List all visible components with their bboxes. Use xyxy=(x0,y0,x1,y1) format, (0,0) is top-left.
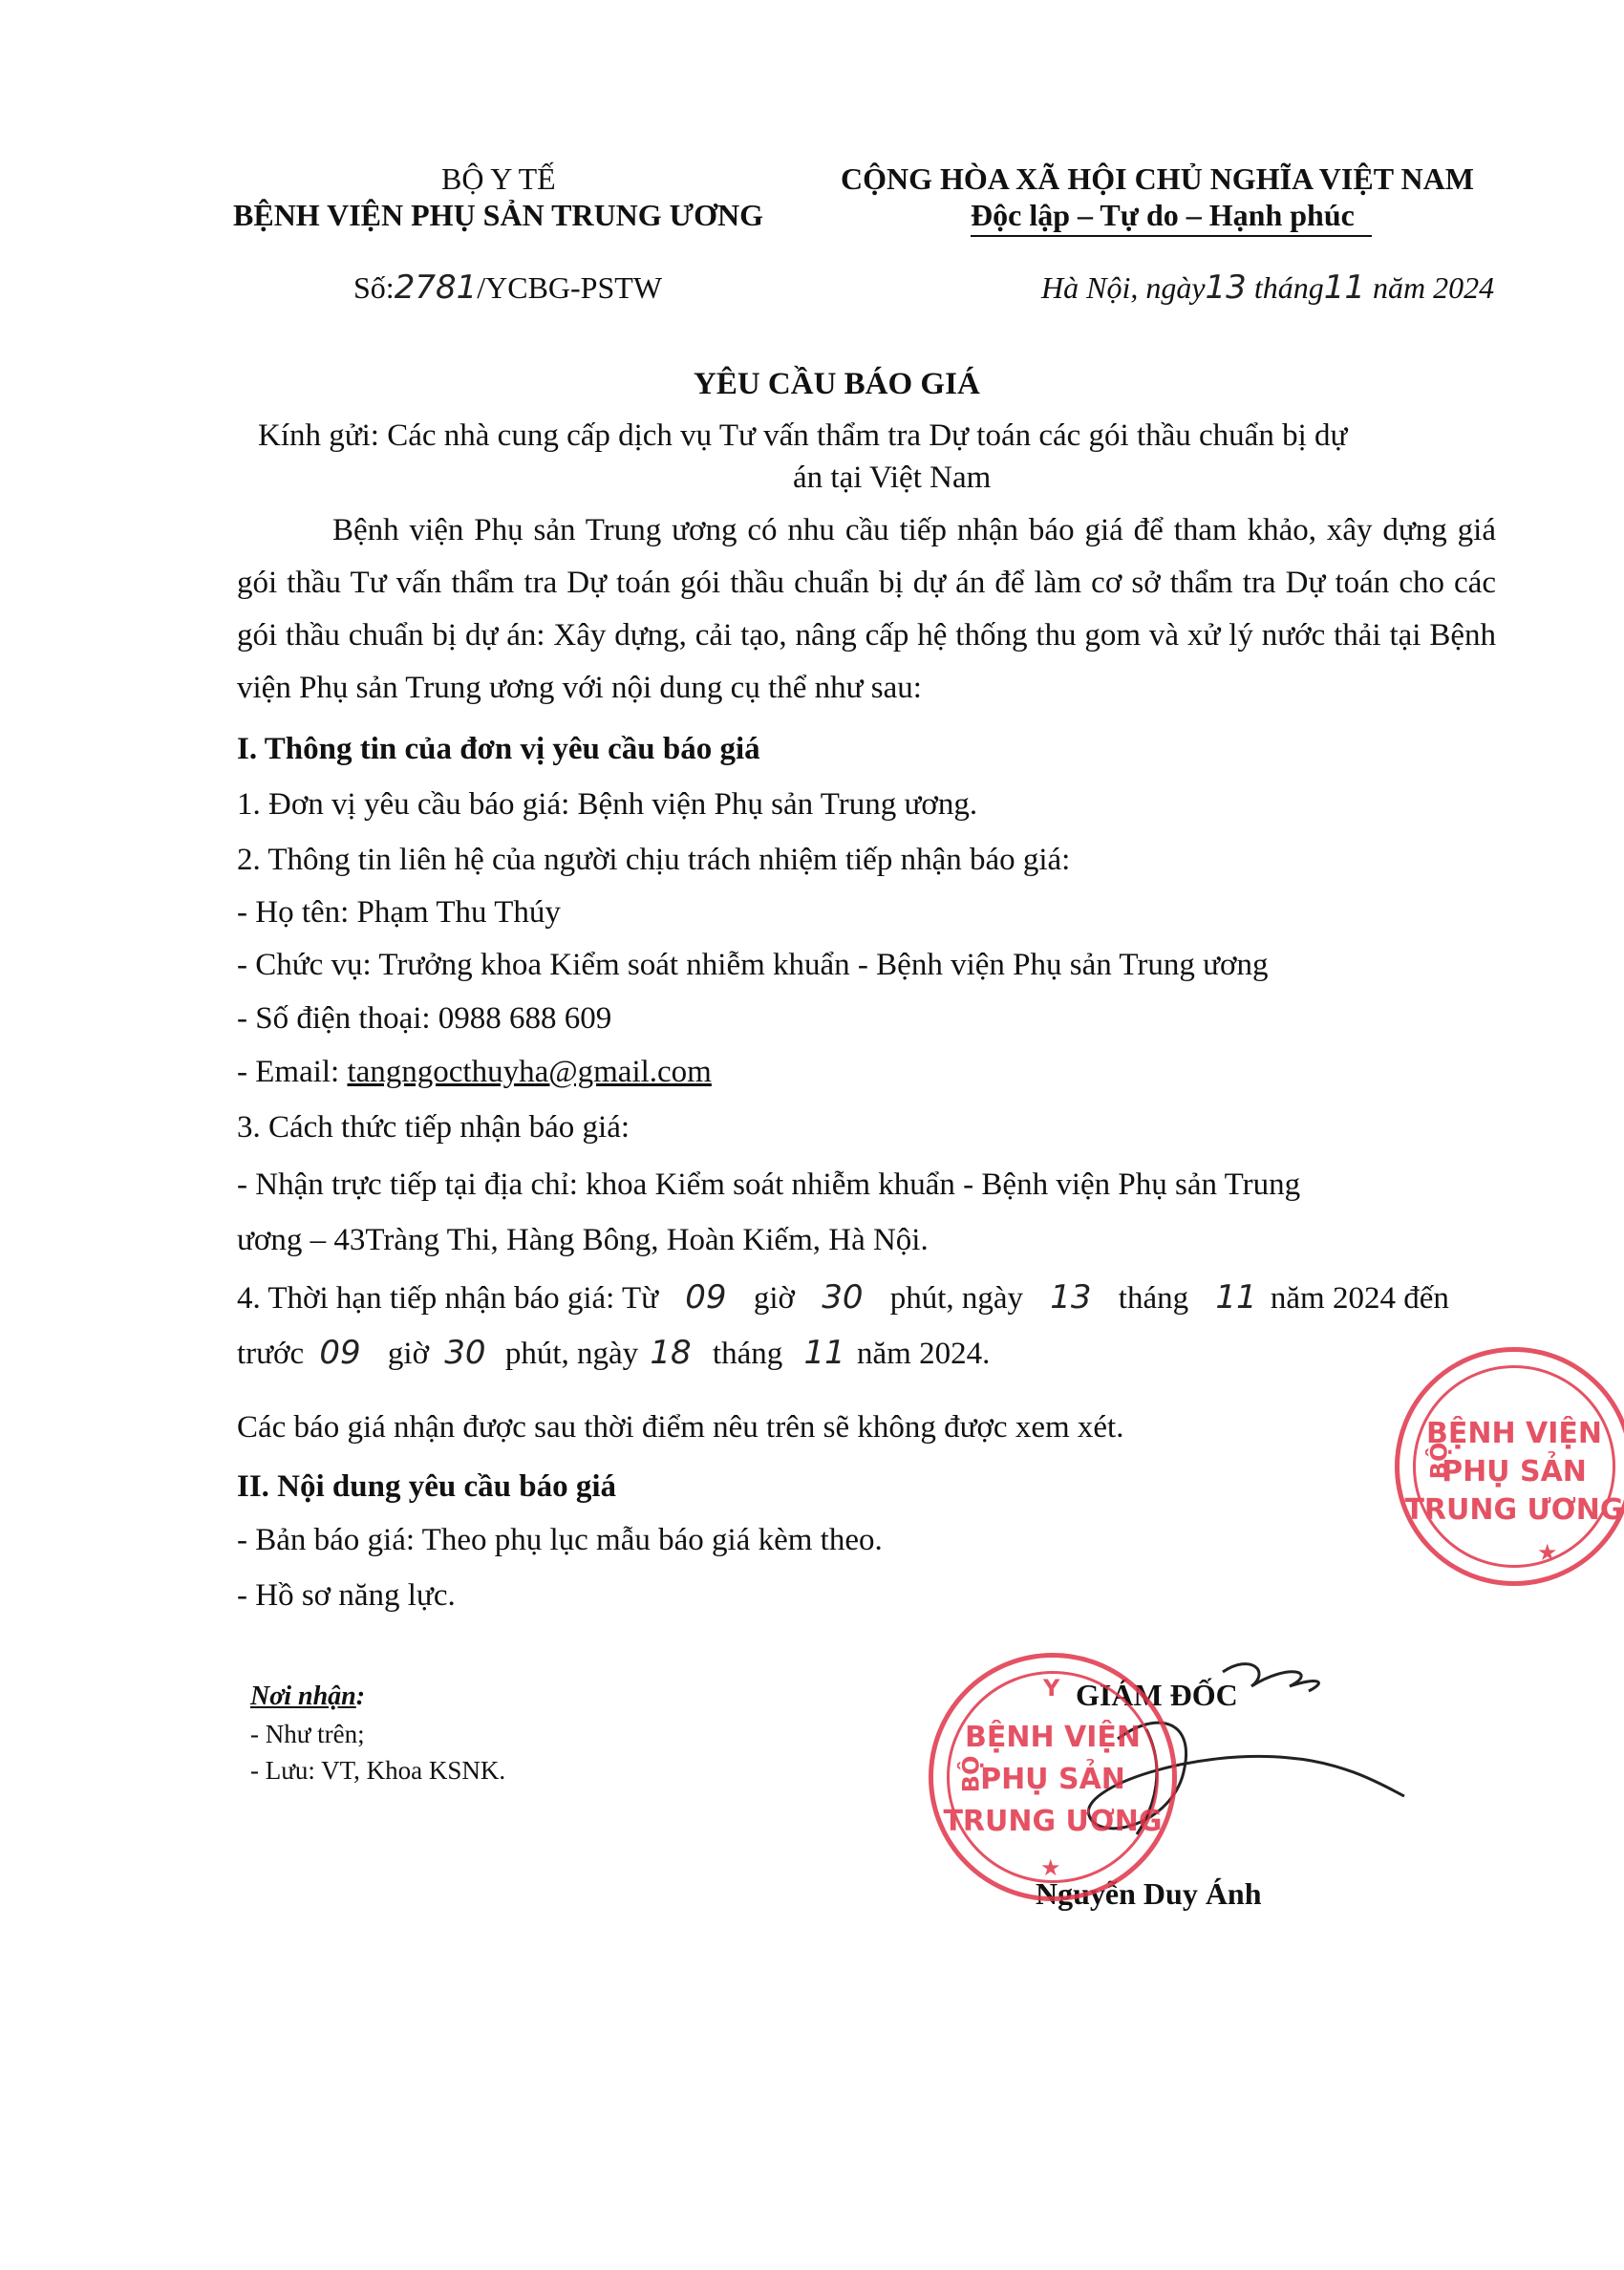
recipients-label xyxy=(250,1681,365,1712)
section-1-heading: I. Thông tin của đơn vị yêu cầu báo giá xyxy=(237,732,760,766)
official-stamp xyxy=(929,1653,1177,1901)
signature-title: GIÁM ĐỐC xyxy=(1076,1678,1238,1712)
recipients-line-1: - Như trên; xyxy=(250,1720,365,1748)
hospital-name: BỆNH VIỆN PHỤ SẢN TRUNG ƯƠNG xyxy=(233,198,764,232)
date-month-handwritten: 11 xyxy=(1323,268,1365,307)
deadline-text: năm 2024 đến xyxy=(1270,1281,1449,1316)
doc-number-prefix: Số: xyxy=(353,270,395,305)
stamp-star-icon: ★ xyxy=(1040,1854,1061,1881)
deadline-text: 4. Thời hạn tiếp nhận báo giá: Từ xyxy=(237,1281,659,1316)
date-month-label: tháng xyxy=(1253,270,1324,305)
recipient-line-1: Kính gửi: Các nhà cung cấp dịch vụ Tư vấn thẩm tra Dự toán các gói thầu chuẩn bị dự xyxy=(258,418,1348,453)
intro-paragraph xyxy=(237,504,1496,715)
deadline-text: giờ xyxy=(387,1337,430,1371)
stamp-side-text: BỘ xyxy=(957,1755,985,1793)
deadline-month-start: 11 xyxy=(1215,1278,1257,1317)
deadline-minute-start: 30 xyxy=(822,1278,864,1317)
deadline-minute-end: 30 xyxy=(444,1334,486,1372)
section-2-heading: II. Nội dung yêu cầu báo giá xyxy=(237,1469,617,1504)
section-1-item-2: 2. Thông tin liên hệ của người chịu trách nhiệm tiếp nhận báo giá: xyxy=(237,843,1071,877)
stamp-top-text: Y xyxy=(1043,1675,1060,1702)
recipient-line-2: án tại Việt Nam xyxy=(793,460,992,495)
deadline-line-1 xyxy=(237,1278,1449,1317)
deadline-text: tháng xyxy=(712,1337,783,1371)
stamp-text-line: TRUNG ƯƠNG xyxy=(943,1805,1163,1838)
section-2-item-1: - Bản báo giá: Theo phụ lục mẫu báo giá kèm theo. xyxy=(237,1523,883,1557)
recipients-label-text: Nơi nhận xyxy=(250,1681,356,1711)
document-number xyxy=(353,269,662,306)
email-label: - Email: xyxy=(237,1055,348,1089)
deadline-month-end: 11 xyxy=(803,1334,845,1372)
section-2-item-2: - Hồ sơ năng lực. xyxy=(237,1578,456,1613)
deadline-line-2 xyxy=(237,1334,990,1373)
late-submission-note: Các báo giá nhận được sau thời điểm nêu trên sẽ không được xem xét. xyxy=(237,1410,1124,1445)
deadline-day-end: 18 xyxy=(650,1334,692,1372)
contact-phone: - Số điện thoại: 0988 688 609 xyxy=(237,1001,612,1036)
section-1-item-3: 3. Cách thức tiếp nhận báo giá: xyxy=(237,1110,630,1145)
stamp-text-line: PHỤ SẢN xyxy=(1442,1455,1587,1488)
doc-number-suffix: /YCBG-PSTW xyxy=(477,270,663,305)
national-motto: Độc lập – Tự do – Hạnh phúc xyxy=(971,198,1355,232)
deadline-text: giờ xyxy=(753,1281,795,1316)
address-line-2: ương – 43Tràng Thi, Hàng Bông, Hoàn Kiếm, Hà Nội. xyxy=(237,1223,929,1257)
date-year: năm 2024 xyxy=(1372,270,1495,305)
deadline-text: trước xyxy=(237,1337,305,1371)
section-1-item-1: 1. Đơn vị yêu cầu báo giá: Bệnh viện Phụ sản Trung ương. xyxy=(237,787,978,822)
stamp-text-line: BỆNH VIỆN xyxy=(965,1721,1141,1754)
stamp-star-icon: ★ xyxy=(1537,1539,1558,1566)
document-date xyxy=(1041,269,1494,306)
stamp-text-line: PHỤ SẢN xyxy=(980,1763,1125,1796)
date-day-handwritten: 13 xyxy=(1205,268,1247,307)
ministry-name: BỘ Y TẾ xyxy=(441,161,556,196)
intro-text: Bệnh viện Phụ sản Trung ương có nhu cầu tiếp nhận báo giá để tham khảo, xây dựng giá gói thầu Tư vấn thẩm tra Dự toán gói thầu chuẩn bị dự án để làm cơ sở thẩm tra Dự toán cho các gói thầu chuẩn bị dự án: Xây dựng, cải tạo, nâng cấp hệ thống thu gom và xử lý nước thải tại Bệnh viện Phụ sản Trung ương với nội dung cụ thể như sau: xyxy=(237,513,1496,705)
stamp-text-line: TRUNG ƯƠNG xyxy=(1404,1493,1624,1527)
doc-number-handwritten: 2781 xyxy=(394,268,478,307)
deadline-text: phút, ngày xyxy=(504,1337,639,1371)
address-line-1: - Nhận trực tiếp tại địa chỉ: khoa Kiểm soát nhiễm khuẩn - Bệnh viện Phụ sản Trung xyxy=(237,1167,1301,1202)
official-stamp xyxy=(1395,1347,1624,1586)
recipients-line-2: - Lưu: VT, Khoa KSNK. xyxy=(250,1756,506,1785)
deadline-text: năm 2024. xyxy=(857,1337,991,1371)
deadline-day-start: 13 xyxy=(1050,1278,1092,1317)
country-name: CỘNG HÒA XÃ HỘI CHỦ NGHĨA VIỆT NAM xyxy=(841,161,1474,196)
deadline-text: tháng xyxy=(1118,1281,1189,1316)
email-link[interactable]: tangngocthuyha@gmail.com xyxy=(347,1055,712,1089)
deadline-hour-end: 09 xyxy=(319,1334,361,1372)
signatory-name: Nguyễn Duy Ánh xyxy=(1036,1876,1262,1911)
deadline-hour-start: 09 xyxy=(685,1278,727,1317)
contact-position: - Chức vụ: Trưởng khoa Kiểm soát nhiễm khuẩn - Bệnh viện Phụ sản Trung ương xyxy=(237,948,1269,982)
contact-name: - Họ tên: Phạm Thu Thúy xyxy=(237,895,561,930)
document-title: YÊU CẦU BÁO GIÁ xyxy=(694,367,980,401)
deadline-text: phút, ngày xyxy=(889,1281,1024,1316)
date-prefix: Hà Nội, ngày xyxy=(1041,270,1206,305)
contact-email-row xyxy=(237,1053,712,1091)
stamp-text-line: BỆNH VIỆN xyxy=(1426,1417,1602,1450)
recipients-colon: : xyxy=(355,1681,366,1711)
motto-underline xyxy=(971,235,1372,237)
stamp-side-text: BỘ xyxy=(1425,1442,1453,1480)
